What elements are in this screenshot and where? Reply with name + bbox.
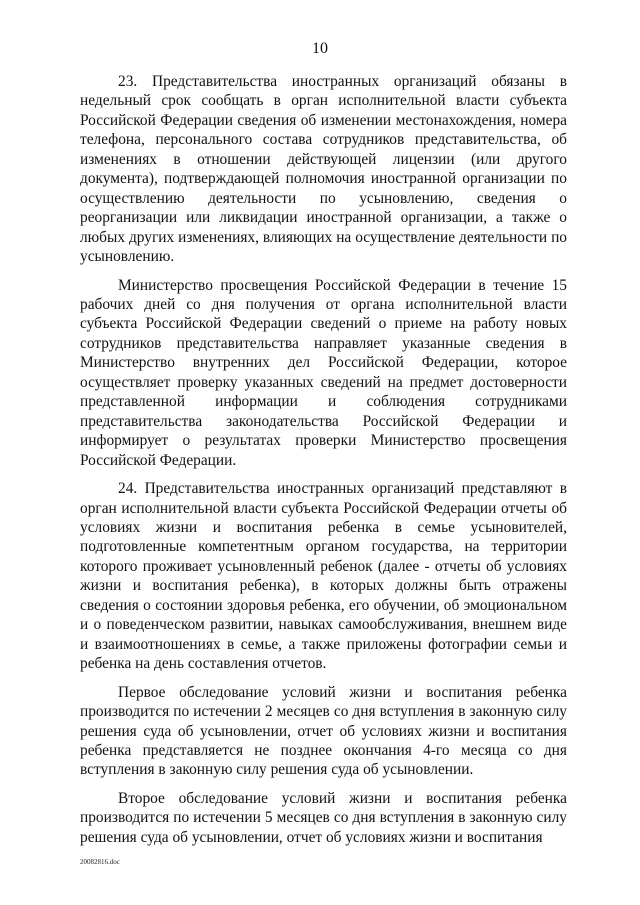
footer-filename: 20082816.doc: [80, 858, 120, 866]
paragraph-ministry-verification: Министерство просвещения Российской Федерации в течение 15 рабочих дней со дня получения от органа исполнительной власти субъекта Российской Федерации сведений о приеме на работу новых сотрудников представительства направляет указанные сведения в Министерство внутренних дел Российской Федерации, которое осуществляет проверку указанных сведений на предмет достоверности представленной информации и соблюдения сотрудниками представительства законодательства Российской Федерации и информирует о результатах проверки Министерство просвещения Российской Федерации.: [80, 276, 567, 469]
page-number: 10: [312, 40, 328, 57]
paragraph-first-survey: Первое обследование условий жизни и воспитания ребенка производится по истечении 2 месяцев со дня вступления в законную силу решения суда об усыновлении, отчет об условиях жизни и воспитания ребенка представляется не позднее окончания 4-го месяца со дня вступления в законную силу решения суда об усыновлении.: [80, 683, 567, 779]
document-body: [80, 72, 567, 847]
paragraph-23: 23. Представительства иностранных организаций обязаны в недельный срок сообщать в орган исполнительной власти субъекта Российской Федерации сведения об изменении местонахождения, номера телефона, персонального состава сотрудников представительства, об изменениях в отношении действующей лицензии (или другого документа), подтверждающей полномочия иностранной организации по осуществлению деятельности по усыновлению, сведения о реорганизации или ликвидации иностранной организации, а также о любых других изменениях, влияющих на осуществление деятельности по усыновлению.: [80, 73, 567, 266]
paragraph-second-survey: Второе обследование условий жизни и воспитания ребенка производится по истечении 5 месяцев со дня вступления в законную силу решения суда об усыновлении, отчет об условиях жизни и воспитания: [80, 789, 567, 846]
paragraph-24: 24. Представительства иностранных организаций представляют в орган исполнительной власти субъекта Российской Федерации отчеты об условиях жизни и воспитания ребенка в семье усыновителей, подготовленные компетентным органом государства, на территории которого проживает усыновленный ребенок (далее - отчеты об условиях жизни и воспитания ребенка), в которых должны быть отражены сведения о состоянии здоровья ребенка, его обучении, об эмоциональном и о поведенческом развитии, навыках самообслуживания, внешнем виде и взаимоотношениях в семье, а также приложены фотографии семьи и ребенка на день составления отчетов.: [80, 480, 567, 673]
